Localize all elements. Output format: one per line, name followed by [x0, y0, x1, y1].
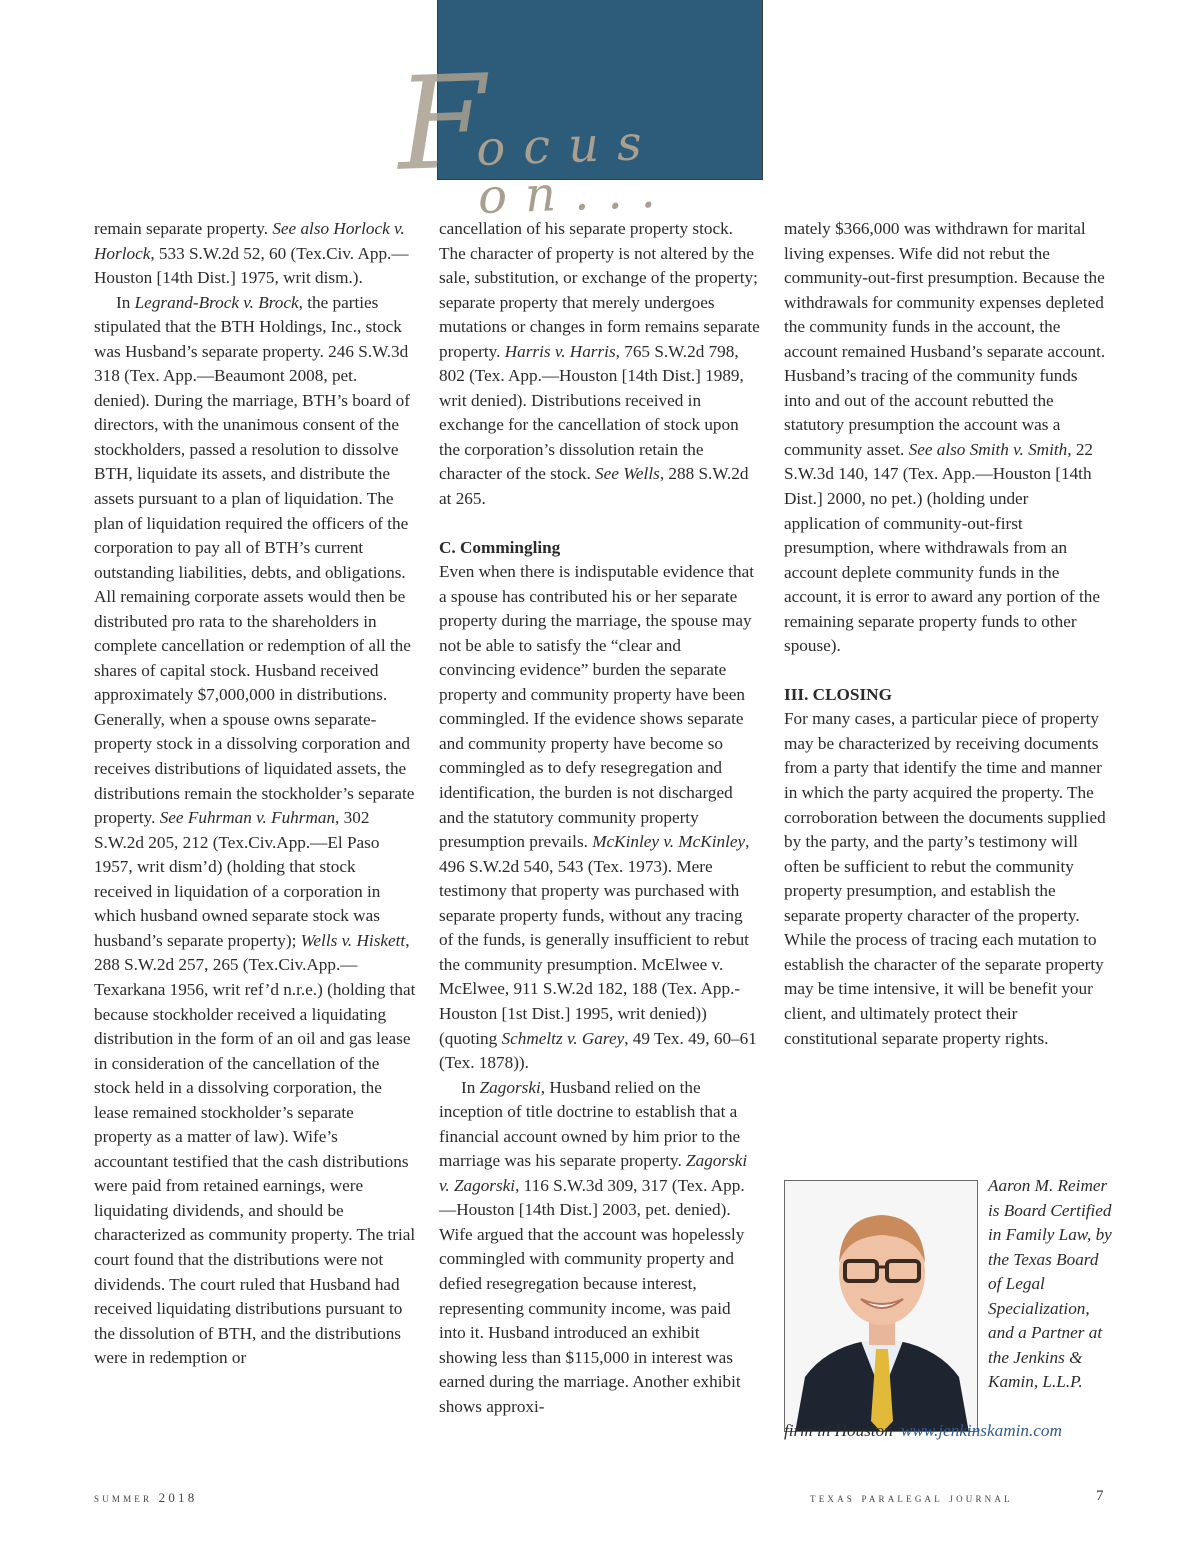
author-bio-tail: firm in Houston www.jenkinskamin.com	[784, 1421, 1062, 1440]
paragraph: In Legrand-Brock v. Brock, the parties stipulated that the BTH Holdings, Inc., stock was Husband’s separate property. 246 S.W.3d 318 (Tex. App.—Beaumont 2008, pet. denied). During the marriage, BTH’s board of directors, with the unanimous consent of the stockholders, passed a resolution to dissolve BTH, liquidate its assets, and distribute the assets pursuant to a plan of liquidation. The plan of liquidation required the officers of the corporation to pay all of BTH’s current outstanding liabilities, debts, and obligations. All remaining corporate assets would then be distributed pro rata to the shareholders in complete cancellation or redemption of all the shares of capital stock. Husband received approximately $7,000,000 in distributions. Generally, when a spouse owns separate-property stock in a dissolving corporation and receives distributions of liquidated assets, the distributions remain the stockholder’s separate property. See Fuhrman v. Fuhrman, 302 S.W.2d 205, 212 (Tex.Civ.App.—El Paso 1957, writ dism’d) (holding that stock received in liquidation of a corporation in which husband owned separate stock was husband’s separate property); Wells v. Hiskett, 288 S.W.2d 257, 265 (Tex.Civ.App.—Texarkana 1956, writ ref’d n.r.e.) (holding that because stockholder received a liquidating distribution in the form of an oil and gas lease in consideration of the cancellation of the stock held in a dissolving corporation, the lease remained stockholder’s separate property as a matter of law). Wife’s accountant testified that the cash distributions were paid from retained earnings, were liquidating dividends, and should be characterized as community property. The trial court found that the distributions were not dividends. The court ruled that Husband had received liquidating distributions pursuant to the dissolution of BTH, and the distributions were in redemption or	[94, 292, 416, 1368]
paragraph: Even when there is indisputable evidence that a spouse has contributed his or her separate property during the marriage, the spouse may not be able to satisfy the “clear and convincing evidence” burden the separate property and community property have been commingled. If the evidence shows separate and community property have become so commingled as to defy resegregation and identification, the burden is not discharged and the statutory community property presumption prevails. McKinley v. McKinley, 496 S.W.2d 540, 543 (Tex. 1973). Mere testimony that property was purchased with separate property funds, without any tracing of the funds, is generally insufficient to rebut the community presumption. McElwee v. McElwee, 911 S.W.2d 182, 188 (Tex. App.-Houston [1st Dist.] 1995, writ denied)) (quoting Schmeltz v. Garey, 49 Tex. 49, 60–61 (Tex. 1878)).	[439, 562, 757, 1073]
paragraph: In Zagorski, Husband relied on the inception of title doctrine to establish that a financial account owned by him prior to the marriage was his separate property. Zagorski v. Zagorski, 116 S.W.3d 309, 317 (Tex. App.—Houston [14th Dist.] 2003, pet. denied). Wife argued that the account was hopelessly commingled with community property and defied resegregation because interest, representing community income, was paid into it. Husband introduced an exhibit showing less than $115,000 in interest was earned during the marriage. Another exhibit shows approxi-	[439, 1077, 748, 1416]
paragraph: mately $366,000 was withdrawn for marital living expenses. Wife did not rebut the community-out-first presumption. Because the withdrawals for community expenses depleted the community funds in the account, the account remained Husband’s separate account. Husband’s tracing of the community funds into and out of the account rebutted the statutory presumption the account was a community asset. See also Smith v. Smith, 22 S.W.3d 140, 147 (Tex. App.—Houston [14th Dist.] 2000, no pet.) (holding under application of community-out-first presumption, where withdrawals from an account deplete community funds in the account, it is error to award any portion of the remaining separate property funds to other spouse).	[784, 219, 1106, 656]
author-photo	[784, 1180, 978, 1432]
page-number: 7	[1096, 1488, 1104, 1504]
section-title-initial: F	[394, 47, 489, 200]
author-website-link[interactable]: www.jenkinskamin.com	[900, 1421, 1062, 1440]
author-bio: Aaron M. Reimer is Board Certified in Family Law, by the Texas Board of Legal Specialization, and a Partner at the Jenkins & Kamin, L.L.P.	[988, 1176, 1112, 1392]
column-2	[439, 217, 761, 1419]
paragraph: cancellation of his separate property stock. The character of property is not altered by the sale, substitution, or exchange of the property; separate property that merely undergoes mutations or changes in form remains separate property. Harris v. Harris, 765 S.W.2d 798, 802 (Tex. App.—Houston [14th Dist.] 1989, writ denied). Distributions received in exchange for the cancellation of stock upon the corporation’s dissolution retain the character of the stock. See Wells, 288 S.W.2d at 265.	[439, 219, 760, 509]
author-portrait-image	[785, 1181, 978, 1432]
column-1	[94, 217, 416, 1371]
section-heading-closing: III. CLOSING	[784, 684, 892, 704]
paragraph: For many cases, a particular piece of property may be characterized by receiving documents from a party that identify the time and manner in which the party acquired the property. The corroboration between the documents supplied by the party, and the party’s testimony will often be sufficient to rebut the community property presumption, and establish the separate property character of the property. While the process of tracing each mutation to establish the character of the separate property may be time intensive, it will be benefit your client, and ultimately protect their constitutional separate property rights.	[784, 709, 1106, 1048]
footer-journal-name: texas paralegal journal	[810, 1490, 1013, 1505]
section-heading-commingling: C. Commingling	[439, 537, 561, 557]
footer-issue: summer 2018	[94, 1490, 198, 1505]
section-title-rest: ocus on...	[475, 114, 675, 225]
column-3	[784, 217, 1106, 1051]
section-title	[387, 47, 811, 225]
paragraph: remain separate property. See also Horlock v. Horlock, 533 S.W.2d 52, 60 (Tex.Civ. App.—Houston [14th Dist.] 1975, writ dism.).	[94, 219, 409, 288]
